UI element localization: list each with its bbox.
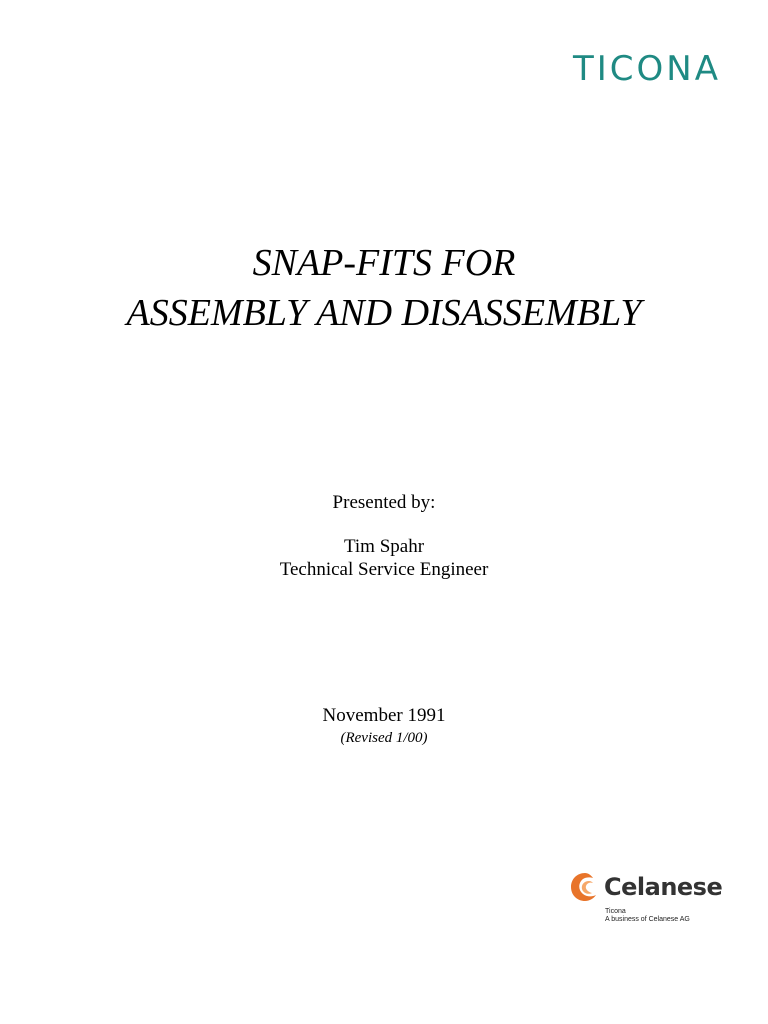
title-line-2: ASSEMBLY AND DISASSEMBLY bbox=[126, 292, 642, 334]
celanese-wordmark: Celanese bbox=[604, 873, 723, 901]
presenter-block bbox=[0, 491, 768, 581]
celanese-subtitle bbox=[605, 908, 690, 924]
celanese-swirl-icon bbox=[568, 870, 602, 904]
celanese-sub-line-2: A business of Celanese AG bbox=[605, 916, 690, 923]
celanese-sub-line-1: Ticona bbox=[605, 908, 626, 915]
presenter-role: Technical Service Engineer bbox=[279, 559, 489, 580]
date-block bbox=[0, 704, 768, 748]
revision-note: (Revised 1/00) bbox=[340, 730, 428, 746]
presented-by-label: Presented by: bbox=[332, 492, 436, 513]
celanese-logo bbox=[568, 868, 723, 912]
publication-date: November 1991 bbox=[322, 705, 446, 726]
document-title bbox=[0, 238, 768, 338]
title-line-1: SNAP-FITS FOR bbox=[252, 242, 516, 284]
ticona-logo: TICONA bbox=[573, 49, 721, 89]
presenter-name: Tim Spahr bbox=[343, 536, 425, 557]
